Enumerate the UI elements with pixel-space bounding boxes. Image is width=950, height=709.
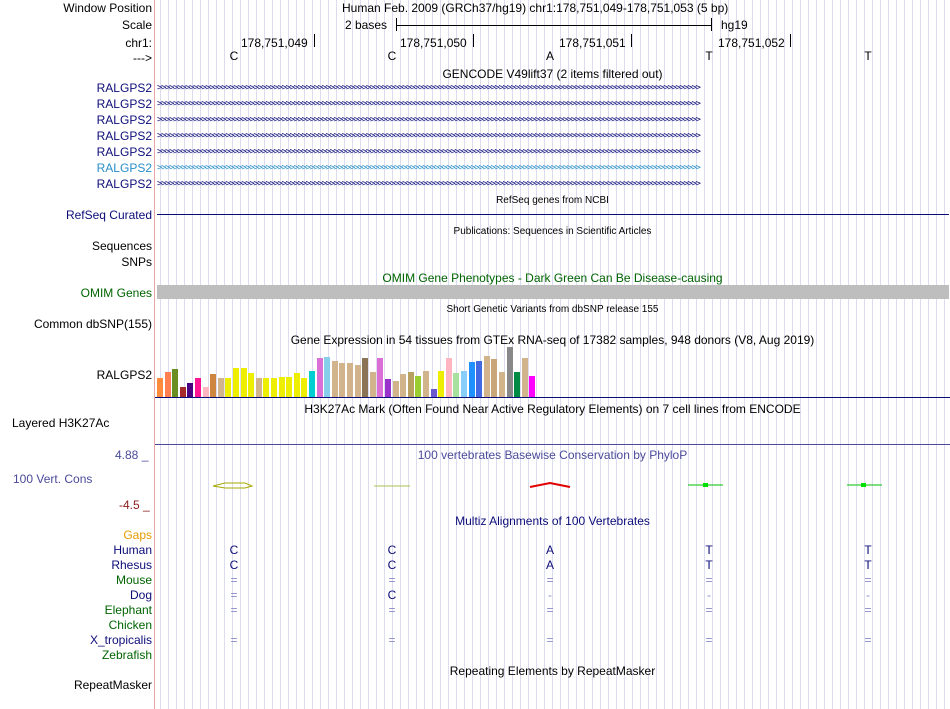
gtex-tissue-bar[interactable] [187,383,193,397]
species-label[interactable]: Elephant [104,603,152,617]
alignment-cell: C [229,543,239,557]
gtex-tissue-bar[interactable] [256,378,262,397]
refseq-gene-line[interactable] [157,214,949,215]
alignment-cell: A [545,543,554,557]
gtex-tissue-bar[interactable] [301,378,307,397]
alignment-cell: = [230,573,238,587]
gtex-tissue-bar[interactable] [507,347,513,397]
alignment-cell: = [705,603,713,617]
alignment-cell: C [387,543,397,557]
gtex-tissue-bar[interactable] [469,362,475,397]
publications-track-title[interactable]: Publications: Sequences in Scientific Articles [453,226,652,237]
alignment-cell: = [546,633,554,647]
gtex-tissue-bar[interactable] [339,363,345,397]
multiz-track-title[interactable]: Multiz Alignments of 100 Vertebrates [455,514,650,528]
gencode-transcript-line[interactable]: >>>>>>>>>>>>>>>>>>>>>>>>>>>>>>>>>>>>>>>>>>>>>>>>>>>>>>>>>>>>>>>>>>>>>>>>>>>>>>>>>>>>>>>>>>>>>>>>>>>>>>>>>>>>>>>>>>>>>>>>>>>>>>>>>>>>>>> [157,163,700,173]
scale-bar-left-tick [396,18,397,31]
gtex-tissue-bar[interactable] [180,387,186,397]
species-label[interactable]: Zebrafish [101,648,152,662]
alignment-cell: = [546,573,554,587]
omim-track-label[interactable]: OMIM Genes [80,286,152,300]
gtex-tissue-bar[interactable] [431,389,437,397]
gencode-transcript-line[interactable]: >>>>>>>>>>>>>>>>>>>>>>>>>>>>>>>>>>>>>>>>>>>>>>>>>>>>>>>>>>>>>>>>>>>>>>>>>>>>>>>>>>>>>>>>>>>>>>>>>>>>>>>>>>>>>>>>>>>>>>>>>>>>>>>>>>>>>>> [157,115,700,125]
snps-track-label[interactable]: SNPs [121,255,152,269]
gencode-transcript-label[interactable]: RALGPS2 [96,113,152,127]
gtex-tissue-bar[interactable] [461,371,467,397]
sequences-track-label[interactable]: Sequences [91,239,152,253]
gtex-bar-graph[interactable] [155,347,555,397]
omim-track-title[interactable]: OMIM Gene Phenotypes - Dark Green Can Be Disease-causing [382,271,723,285]
gtex-tissue-bar[interactable] [400,374,406,397]
base-letter: C [229,49,239,63]
gencode-track-title[interactable]: GENCODE V49lift37 (2 items filtered out) [442,67,663,81]
alignment-cell: A [545,558,554,572]
alignment-cell: = [705,573,713,587]
gtex-tissue-bar[interactable] [294,373,300,397]
gtex-tissue-bar[interactable] [286,377,292,397]
gencode-transcript-line[interactable]: >>>>>>>>>>>>>>>>>>>>>>>>>>>>>>>>>>>>>>>>>>>>>>>>>>>>>>>>>>>>>>>>>>>>>>>>>>>>>>>>>>>>>>>>>>>>>>>>>>>>>>>>>>>>>>>>>>>>>>>>>>>>>>>>>>>>>>> [157,83,700,93]
gtex-tissue-bar[interactable] [514,372,520,397]
alignment-cell: = [230,633,238,647]
alignment-cell: = [546,603,554,617]
base-letter: T [864,49,872,63]
gtex-tissue-bar[interactable] [370,372,376,397]
species-label[interactable]: Chicken [108,618,152,632]
species-label[interactable]: Human [113,543,152,557]
gencode-transcript-label[interactable]: RALGPS2 [96,81,152,95]
alignment-cell: = [388,573,396,587]
gencode-transcript-label[interactable]: RALGPS2 [96,177,152,191]
alignment-cell: = [230,588,238,602]
gtex-tissue-bar[interactable] [324,357,330,397]
gtex-gene-line [155,397,950,398]
gtex-tissue-bar[interactable] [210,374,216,397]
repeatmasker-track-label[interactable]: RepeatMasker [73,678,152,692]
gtex-tissue-bar[interactable] [362,358,368,397]
position-tick-label: 178,751,049 [241,36,308,50]
alignment-cell: - [707,588,711,602]
gencode-transcript-label[interactable]: RALGPS2 [96,145,152,159]
gencode-transcript-line[interactable]: >>>>>>>>>>>>>>>>>>>>>>>>>>>>>>>>>>>>>>>>>>>>>>>>>>>>>>>>>>>>>>>>>>>>>>>>>>>>>>>>>>>>>>>>>>>>>>>>>>>>>>>>>>>>>>>>>>>>>>>>>>>>>>>>>>>>>>> [157,131,700,141]
alignment-cell: = [388,633,396,647]
alignment-cell: = [864,633,872,647]
base-letter: A [545,49,554,63]
position-tick-label: 178,751,052 [718,36,785,50]
scale-text: 2 bases [345,18,388,32]
h3k27ac-track-title[interactable]: H3K27Ac Mark (Often Found Near Active Regulatory Elements) on 7 cell lines from ENCODE [304,402,801,416]
gtex-tissue-bar[interactable] [248,373,254,397]
repeatmasker-track-title[interactable]: Repeating Elements by RepeatMasker [449,664,656,678]
species-label[interactable]: X_tropicalis [89,633,152,647]
alignment-cell: T [864,558,872,572]
gtex-tissue-bar[interactable] [157,378,163,397]
base-letter: C [387,49,397,63]
alignment-cell: = [864,603,872,617]
position-tick [473,34,474,47]
gtex-tissue-bar[interactable] [225,378,231,397]
strand-label: ---> [133,51,152,65]
gtex-tissue-bar[interactable] [279,377,285,397]
position-tick-label: 178,751,050 [400,36,467,50]
gtex-tissue-bar[interactable] [415,376,421,397]
phylop-wiggle[interactable] [155,475,950,495]
alignment-cell: C [387,558,397,572]
gencode-transcript-label[interactable]: RALGPS2 [96,97,152,111]
gtex-tissue-bar[interactable] [309,371,315,397]
gtex-tissue-bar[interactable] [446,358,452,397]
gencode-transcript-line[interactable]: >>>>>>>>>>>>>>>>>>>>>>>>>>>>>>>>>>>>>>>>>>>>>>>>>>>>>>>>>>>>>>>>>>>>>>>>>>>>>>>>>>>>>>>>>>>>>>>>>>>>>>>>>>>>>>>>>>>>>>>>>>>>>>>>>>>>>>> [157,99,700,109]
alignment-cell: = [230,603,238,617]
alignment-cell: - [548,588,552,602]
gtex-tissue-bar[interactable] [203,387,209,397]
position-tick [314,34,315,47]
scale-bar-right-tick [711,18,712,31]
species-label[interactable]: Dog [129,588,152,602]
refseq-track-title[interactable]: RefSeq genes from NCBI [496,195,609,206]
gtex-tissue-bar[interactable] [522,358,528,397]
gtex-tissue-bar[interactable] [377,358,383,397]
phylop-track-title[interactable]: 100 vertebrates Basewise Conservation by PhyloP [417,448,688,462]
gtex-tissue-bar[interactable] [423,371,429,397]
gtex-tissue-bar[interactable] [263,378,269,397]
gtex-tissue-bar[interactable] [165,372,171,397]
dbsnp-track-title[interactable]: Short Genetic Variants from dbSNP release 155 [446,304,659,315]
gtex-tissue-bar[interactable] [491,359,497,397]
phylop-track-label[interactable]: 100 Vert. Cons [13,472,93,486]
gtex-track-title[interactable]: Gene Expression in 54 tissues from GTEx RNA-seq of 17382 samples, 948 donors (V8, Aug 2019) [290,333,815,347]
alignment-cell: C [387,588,397,602]
assembly-label: hg19 [721,18,748,32]
alignment-cell: T [864,543,872,557]
h3k27ac-baseline [155,444,950,445]
gtex-tissue-bar[interactable] [499,372,505,397]
gtex-tissue-bar[interactable] [355,365,361,397]
position-tick [631,34,632,47]
gtex-tissue-bar[interactable] [484,356,490,397]
gtex-tissue-bar[interactable] [385,379,391,397]
alignment-cell: T [705,558,713,572]
gencode-transcript-line[interactable]: >>>>>>>>>>>>>>>>>>>>>>>>>>>>>>>>>>>>>>>>>>>>>>>>>>>>>>>>>>>>>>>>>>>>>>>>>>>>>>>>>>>>>>>>>>>>>>>>>>>>>>>>>>>>>>>>>>>>>>>>>>>>>>>>>>>>>>> [157,147,700,157]
gtex-tissue-bar[interactable] [317,358,323,397]
gtex-tissue-bar[interactable] [393,381,399,397]
gtex-tissue-bar[interactable] [172,369,178,397]
scale-label: Scale [121,18,152,32]
gtex-tissue-bar[interactable] [218,378,224,397]
omim-feature-bar[interactable] [157,285,949,299]
gtex-tissue-bar[interactable] [332,361,338,397]
refseq-track-label[interactable]: RefSeq Curated [65,208,152,222]
gaps-label[interactable]: Gaps [123,528,152,542]
gtex-tissue-bar[interactable] [241,368,247,397]
gtex-tissue-bar[interactable] [476,361,482,397]
position-tick [790,34,791,47]
species-label[interactable]: Rhesus [111,558,152,572]
window-title: Human Feb. 2009 (GRCh37/hg19) chr1:178,751,049-178,751,053 (5 bp) [342,1,729,15]
alignment-cell: - [866,588,870,602]
h3k27ac-track-label[interactable]: Layered H3K27Ac [12,416,110,430]
alignment-cell: = [388,603,396,617]
phylop-min-label: -4.5 _ [119,498,150,512]
gencode-transcript-line[interactable]: >>>>>>>>>>>>>>>>>>>>>>>>>>>>>>>>>>>>>>>>>>>>>>>>>>>>>>>>>>>>>>>>>>>>>>>>>>>>>>>>>>>>>>>>>>>>>>>>>>>>>>>>>>>>>>>>>>>>>>>>>>>>>>>>>>>>>>> [157,179,700,189]
gtex-tissue-bar[interactable] [438,371,444,397]
dbsnp-track-label[interactable]: Common dbSNP(155) [33,317,152,331]
gtex-tissue-bar[interactable] [453,373,459,397]
gtex-track-label[interactable]: RALGPS2 [96,368,152,382]
scale-bar [396,25,712,26]
gtex-tissue-bar[interactable] [195,378,201,397]
alignment-cell: = [864,573,872,587]
gtex-tissue-bar[interactable] [233,368,239,397]
alignment-cell: C [229,558,239,572]
alignment-cell: T [705,543,713,557]
position-tick-label: 178,751,051 [559,36,626,50]
alignment-cell: = [705,633,713,647]
phylop-max-label: 4.88 _ [115,448,149,462]
chrom-label: chr1: [125,36,152,50]
gtex-tissue-bar[interactable] [529,376,535,397]
gtex-tissue-bar[interactable] [408,372,414,397]
gencode-transcript-label[interactable]: RALGPS2 [96,129,152,143]
gtex-tissue-bar[interactable] [271,378,277,397]
base-letter: T [705,49,713,63]
gencode-transcript-label[interactable]: RALGPS2 [96,161,152,175]
gtex-tissue-bar[interactable] [347,363,353,397]
window-position-label: Window Position [63,1,152,15]
species-label[interactable]: Mouse [115,573,152,587]
